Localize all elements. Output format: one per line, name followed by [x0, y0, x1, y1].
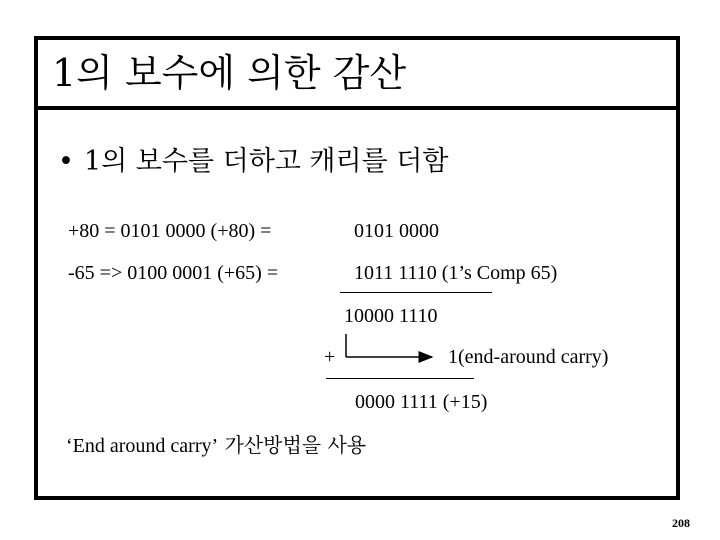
- page-number: 208: [672, 516, 690, 530]
- carry-label: 1(end-around carry): [448, 346, 609, 368]
- note-english: ‘End around carry’: [66, 435, 219, 457]
- plus-sign: +: [324, 346, 336, 368]
- row1-right: 0101 0000: [354, 220, 439, 242]
- slide-title: 1의 보수에 의한 감산: [52, 51, 407, 95]
- row2-left: -65 => 0100 0001 (+65) =: [68, 262, 279, 284]
- row2-right: 1011 1110 (1’s Comp 65): [354, 262, 558, 284]
- bullet-text: 1의 보수를 더하고 캐리를 더함: [83, 146, 449, 177]
- note-line: [66, 432, 366, 459]
- bullet-symbol: •: [58, 146, 74, 177]
- sum-value: 10000 1110: [344, 305, 438, 327]
- note-korean: 가산방법을 사용: [218, 433, 367, 457]
- result-divider: [326, 378, 474, 379]
- result-value: 0000 1111 (+15): [355, 391, 488, 413]
- row1-left: +80 = 0101 0000 (+80) =: [68, 220, 272, 242]
